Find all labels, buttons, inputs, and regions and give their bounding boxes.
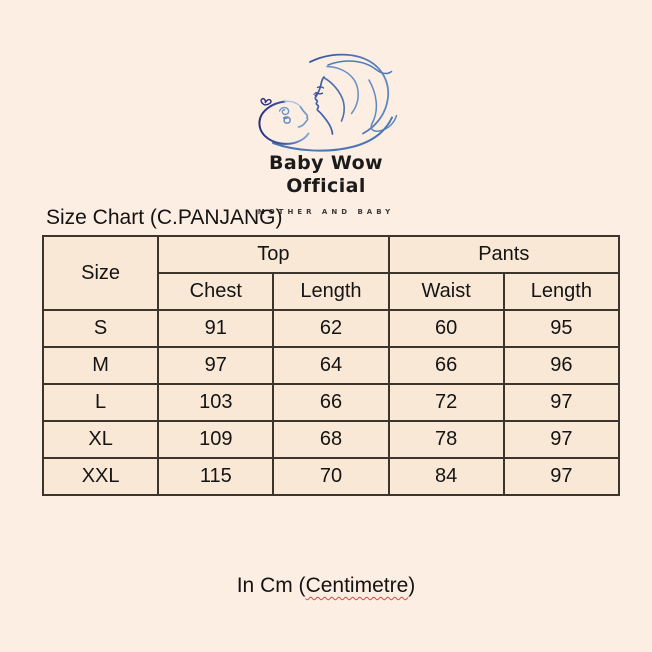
value-cell: 84	[389, 458, 504, 495]
size-table-head	[43, 236, 619, 310]
table-row-xxl	[43, 458, 619, 495]
value-cell: 60	[389, 310, 504, 347]
value-cell: 97	[504, 458, 619, 495]
value-cell: 97	[158, 347, 273, 384]
value-cell: 97	[504, 421, 619, 458]
table-row-s	[43, 310, 619, 347]
col-header-top-length: Length	[273, 273, 388, 310]
col-header-chest: Chest	[158, 273, 273, 310]
value-cell: 68	[273, 421, 388, 458]
value-cell: 109	[158, 421, 273, 458]
unit-word-misspell-underline: Centimetre	[305, 574, 409, 597]
size-cell: L	[43, 384, 158, 421]
size-table	[42, 235, 620, 496]
unit-note-prefix: In Cm (	[236, 574, 306, 597]
size-cell: M	[43, 347, 158, 384]
table-row-l	[43, 384, 619, 421]
size-cell: S	[43, 310, 158, 347]
brand-logo	[0, 48, 652, 216]
brand-name	[269, 152, 383, 198]
col-header-pants-length: Length	[504, 273, 619, 310]
brand-tagline: MOTHER AND BABY	[257, 208, 395, 216]
size-cell: XXL	[43, 458, 158, 495]
value-cell: 66	[389, 347, 504, 384]
table-row-m	[43, 347, 619, 384]
value-cell: 115	[158, 458, 273, 495]
size-cell: XL	[43, 421, 158, 458]
value-cell: 62	[273, 310, 388, 347]
value-cell: 70	[273, 458, 388, 495]
value-cell: 64	[273, 347, 388, 384]
col-group-pants: Pants	[389, 236, 619, 273]
brand-name-line2: Official	[286, 175, 366, 197]
value-cell: 91	[158, 310, 273, 347]
unit-note	[0, 574, 652, 598]
size-chart-heading: Size Chart (C.PANJANG)	[46, 206, 283, 229]
value-cell: 72	[389, 384, 504, 421]
value-cell: 95	[504, 310, 619, 347]
col-header-waist: Waist	[389, 273, 504, 310]
value-cell: 103	[158, 384, 273, 421]
col-header-size: Size	[43, 236, 158, 310]
col-group-top: Top	[158, 236, 388, 273]
brand-name-line1: Baby Wow	[269, 152, 383, 174]
mother-baby-line-art-icon	[244, 48, 409, 158]
table-row-xl	[43, 421, 619, 458]
header-row-groups	[43, 236, 619, 273]
value-cell: 78	[389, 421, 504, 458]
value-cell: 66	[273, 384, 388, 421]
value-cell: 97	[504, 384, 619, 421]
value-cell: 96	[504, 347, 619, 384]
unit-note-suffix: )	[408, 574, 416, 597]
size-table-body	[43, 310, 619, 495]
